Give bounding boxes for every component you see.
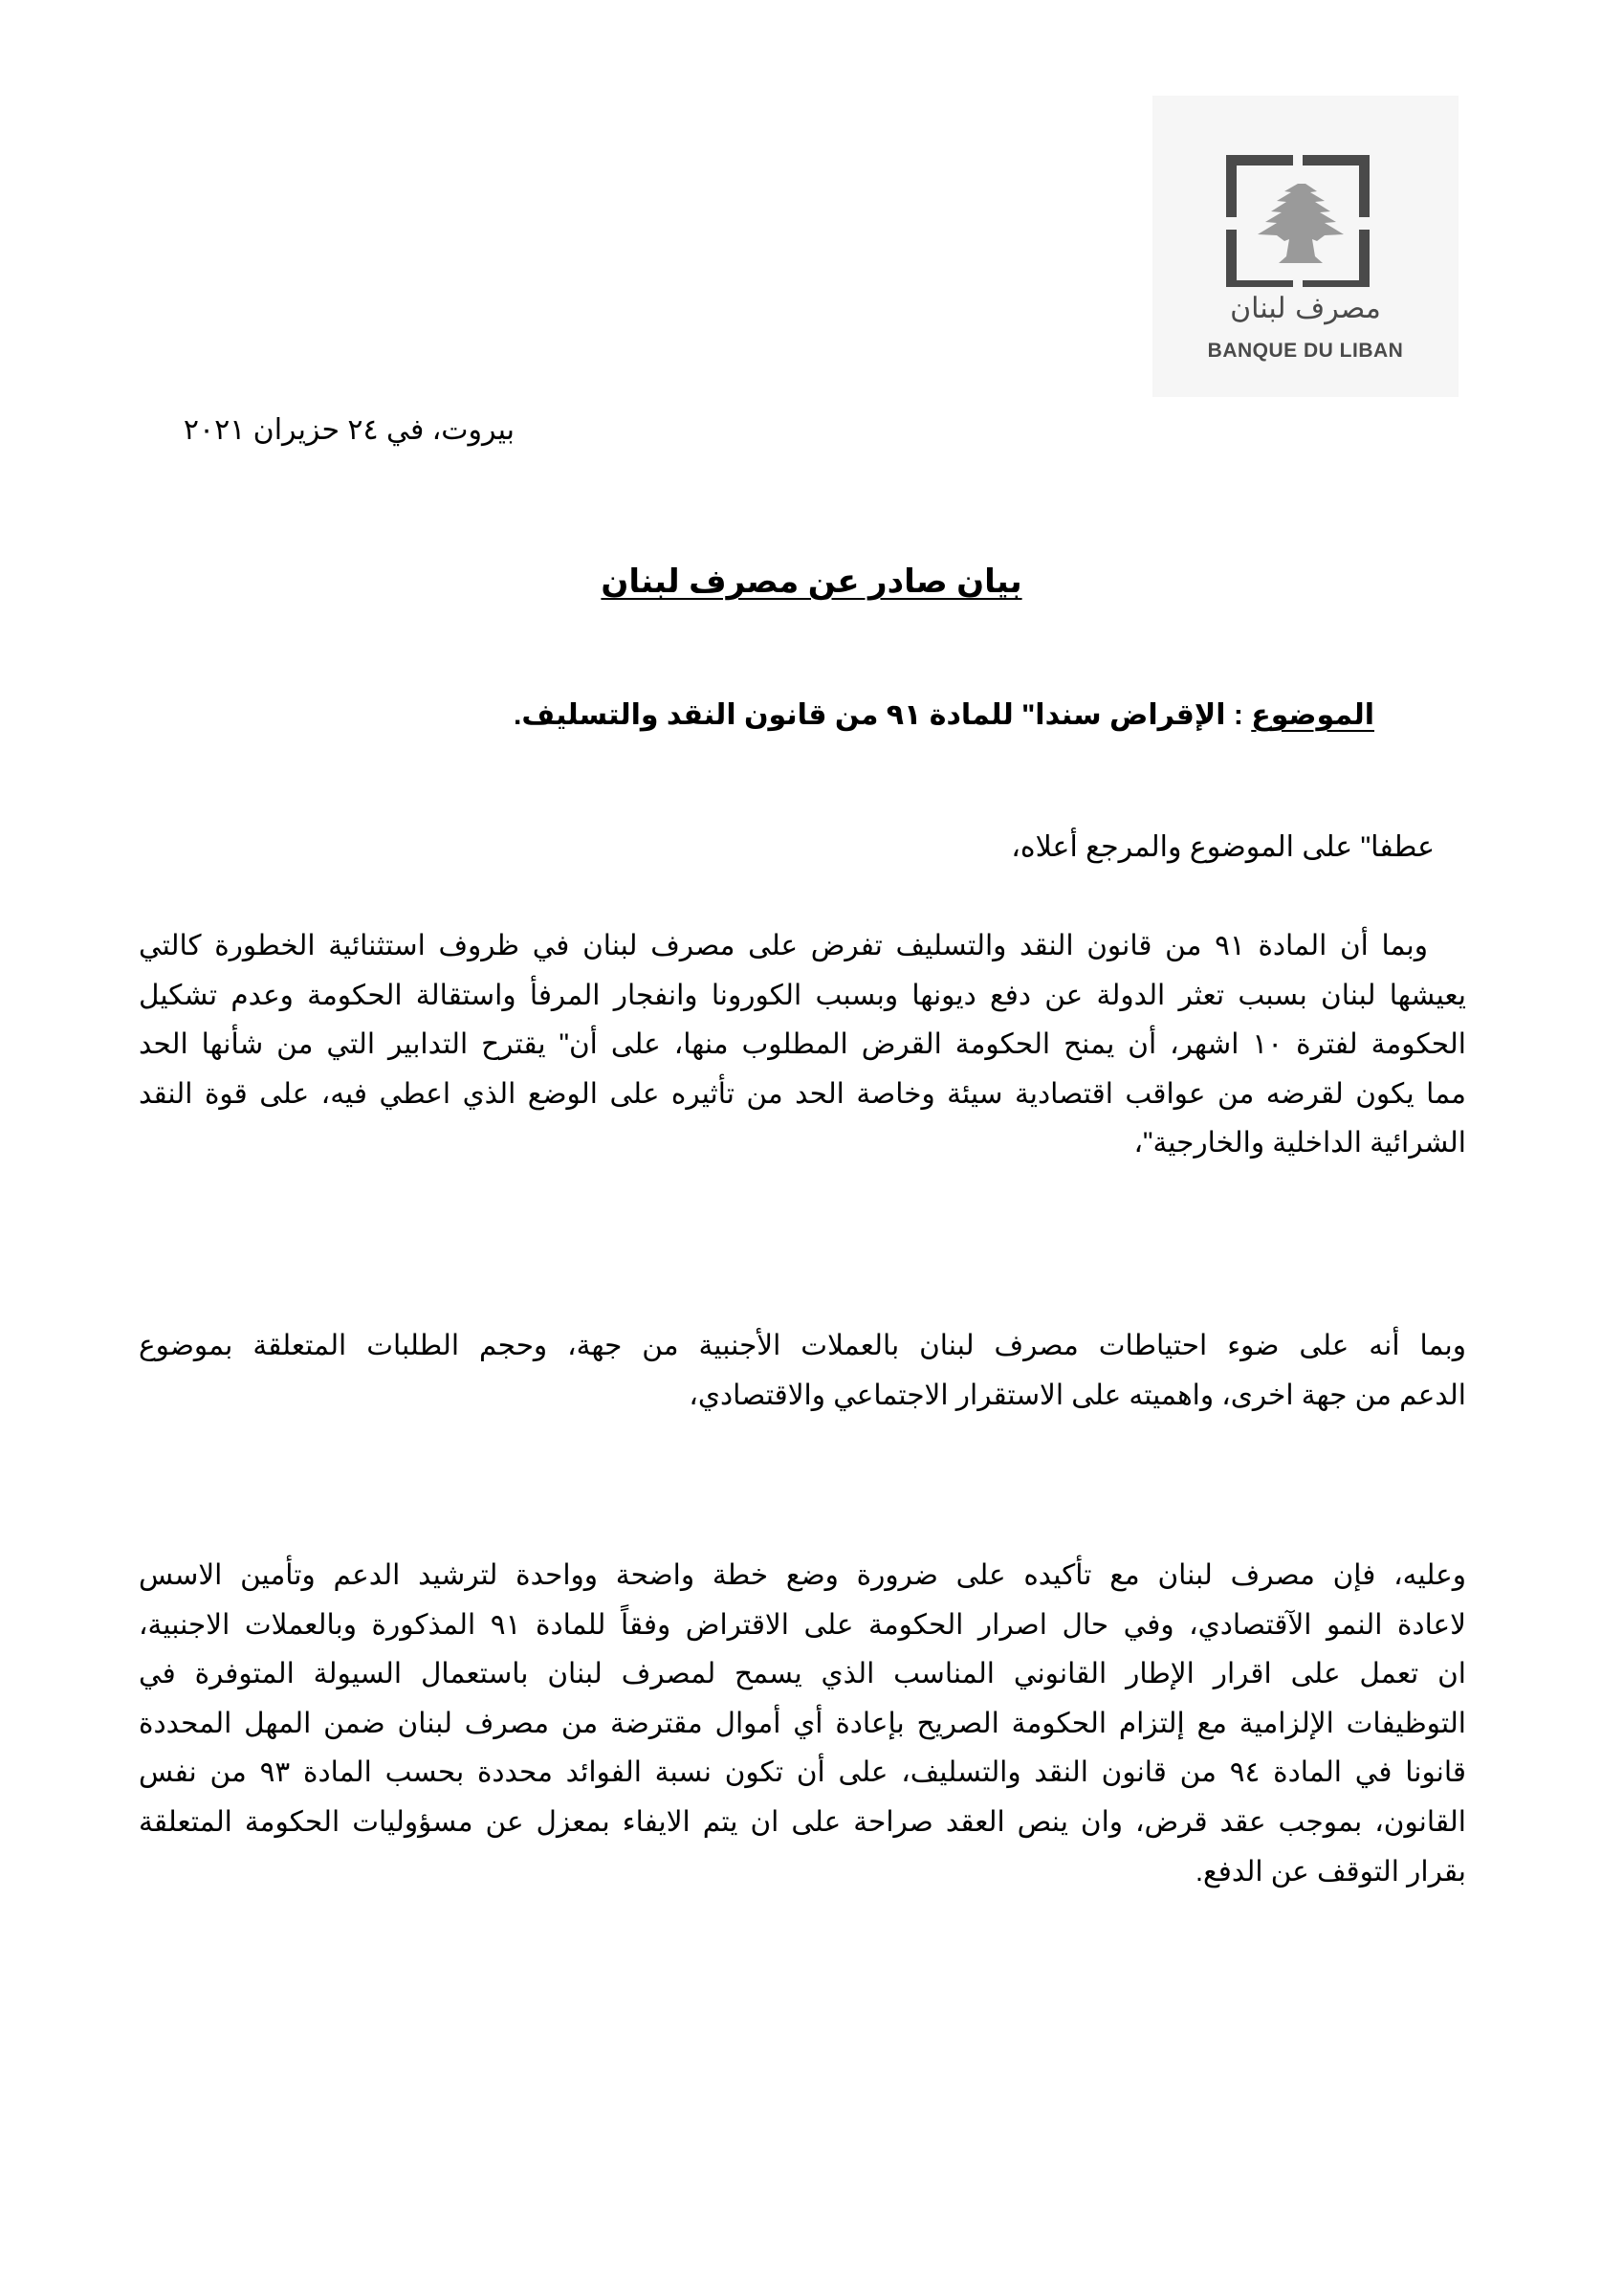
paragraph-line: التوظيفات الإلزامية مع إلتزام الحكومة الصريح بإعادة أي أموال مقترضة من مصرف لبنان ضمن المهل المحددة xyxy=(139,1707,1466,1739)
date-line: بيروت، في ٢٤ حزيران ٢٠٢١ xyxy=(183,414,515,446)
paragraph-3 xyxy=(139,1551,1466,1896)
paragraph-line: وبما أنه على ضوء احتياطات مصرف لبنان بالعملات الأجنبية من جهة، وحجم الطلبات المتعلقة بموضوع xyxy=(139,1330,1466,1361)
paragraph-line: وبما أن المادة ٩١ من قانون النقد والتسليف تفرض على مصرف لبنان في ظروف استثنائية الخطورة كالتي xyxy=(139,930,1428,961)
paragraph-1 xyxy=(139,921,1466,1168)
document-title-text: بيان صادر عن مصرف لبنان xyxy=(601,563,1022,600)
paragraph-line: بقرار التوقف عن الدفع. xyxy=(1195,1855,1466,1888)
subject-line xyxy=(514,698,1374,732)
paragraph-line: لاعادة النمو الآقتصادي، وفي حال اصرار الحكومة على الاقتراض وفقاً للمادة ٩١ المذكورة وبالعملات الاجنبية، xyxy=(139,1608,1466,1641)
bank-logo xyxy=(1152,96,1459,397)
subject-separator: : xyxy=(1225,699,1252,731)
cedar-tree-frame-icon xyxy=(1152,96,1459,287)
paragraph-2 xyxy=(139,1321,1466,1420)
paragraph-line: القانون، بموجب عقد قرض، وان ينص العقد صراحة على ان يتم الايفاء بمعزل عن مسؤوليات الحكومة المتعلقة xyxy=(139,1805,1466,1838)
paragraph-line: الشرائية الداخلية والخارجية"، xyxy=(1133,1127,1466,1159)
paragraph-line: قانونا في المادة ٩٤ من قانون النقد والتسليف، على أن تكون نسبة الفوائد محددة بحسب المادة ٩٣ من نفس xyxy=(139,1756,1466,1789)
paragraph-line: الدعم من جهة اخرى، واهميته على الاستقرار الاجتماعي والاقتصادي، xyxy=(689,1379,1466,1411)
greeting-line: عطفا" على الموضوع والمرجع أعلاه، xyxy=(1011,831,1435,863)
paragraph-line: وعليه، فإن مصرف لبنان مع تأكيده على ضرورة وضع خطة واضحة وواحدة لترشيد الدعم وتأمين الاسس xyxy=(139,1559,1466,1591)
logo-arabic-name: مصرف لبنان xyxy=(1230,292,1381,325)
paragraph-line: ان تعمل على اقرار الإطار القانوني المناسب الذي يسمح لمصرف لبنان باستعمال السيولة المتوفرة في xyxy=(139,1658,1466,1690)
document-title xyxy=(0,563,1623,601)
paragraph-line: الحكومة لفترة ١٠ اشهر، أن يمنح الحكومة القرض المطلوب منها، على أن" يقترح التدابير التي من شأنها الحد xyxy=(139,1028,1466,1061)
paragraph-line: يعيشها لبنان بسبب تعثر الدولة عن دفع ديونها وبسبب الكورونا وانفجار المرفأ واستقالة الحكومة وعدم تشكيل xyxy=(139,979,1466,1011)
logo-english-name: BANQUE DU LIBAN xyxy=(1207,340,1404,362)
paragraph-line: مما يكون لقرضه من عواقب اقتصادية سيئة وخاصة الحد من تأثيره على الوضع الذي اعطي فيه، على قوة النقد xyxy=(139,1077,1466,1110)
subject-text: الإقراض سندا" للمادة ٩١ من قانون النقد والتسليف. xyxy=(514,699,1226,731)
subject-label: الموضوع xyxy=(1251,699,1374,731)
